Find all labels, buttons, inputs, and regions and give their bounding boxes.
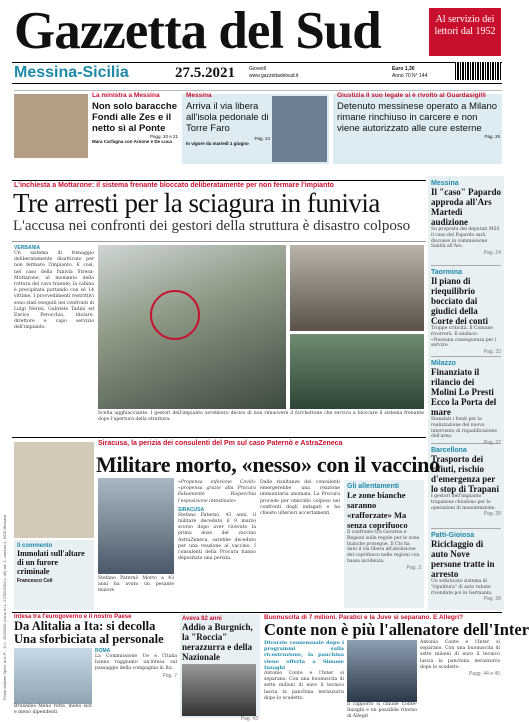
info-box-head: Gli allentamenti <box>347 483 400 490</box>
lead-subhead: L'accusa nei confronti dei gestori della struttura è disastro colposo <box>13 218 411 234</box>
promo-page: Pag. 24 <box>254 136 270 141</box>
sidebar-item-head: Milazzo <box>431 360 456 367</box>
sidebar-item-head: Barcellona <box>431 447 467 454</box>
second-body-column <box>178 480 256 608</box>
burgnich-photo <box>182 664 256 716</box>
second-body-cont: Dalle risultanze dei consulenti emergerebbe una reazione immunitaria anomala. La Procura procede per omicidio colposo nei confronti degli indagati e ha chiesto ulteriori accertamenti. <box>260 480 340 517</box>
sidebar-item-page: Pag. 38 <box>483 596 501 603</box>
info-box-page: Pag. 3 <box>406 564 421 571</box>
promo-meta: In vigore da martedì 1 giugno <box>186 141 249 146</box>
sidebar-item-head: Taormina <box>431 269 462 276</box>
sidebar-item-text: I gestori dell'impianto trapanese chiudono per le operazioni di manutenzione. <box>431 494 496 511</box>
lead-dateline: VERBANIA <box>14 245 41 251</box>
bottom-kicker: Aveva 82 anni <box>182 616 222 622</box>
promo-page: Pag. 25 <box>484 134 500 139</box>
sidebar-item[interactable] <box>431 532 501 612</box>
promo-kicker: La ministra a Messina <box>92 92 160 99</box>
bottom-text: Antonio Conte e l'Inter si separano. Con una buonuscita di sette milioni di euro il tecnico lascia la panchina nerazzurra dopo lo scudetto. <box>264 671 344 701</box>
website-link[interactable]: www.gazzettadelsud.it <box>249 73 299 79</box>
bottom-caption: Bruxelles Meno rotte, meno slot e meno dipendenti <box>14 704 92 716</box>
second-side-photo <box>14 442 94 538</box>
sidebar-item-title: Il "caso" Papardo approda all'Ars Martedì audizione <box>431 187 501 227</box>
bottom-page: Pag. 43 <box>240 716 258 722</box>
bottom-text-cont: Antonio Conte e l'Inter si separano. Con una buonuscita di sette milioni di euro il tecnico lascia la panchina nerazzurra dopo lo scudetto. <box>420 640 500 670</box>
comment-box[interactable] <box>14 540 94 610</box>
sidebar-item-page: Pag. 39 <box>483 511 501 518</box>
bottom-dateline: ROMA <box>95 648 111 654</box>
second-dateline: SIRACUSA <box>178 506 205 513</box>
lead-kicker: L'inchiesta a Mottarone: il sistema frenante bloccato deliberatamente per non fermare l'impianto <box>14 182 334 189</box>
bottom-story-alitalia[interactable] <box>14 614 178 718</box>
weekday: Giovedì <box>249 66 267 72</box>
bottom-page: Pag. 7 <box>162 672 177 679</box>
divider <box>12 612 502 613</box>
edition-label: Messina-Sicilia <box>14 64 129 81</box>
promo-text: Non solo baracche Fondi alle Zes e il netto sì al Ponte <box>92 101 177 134</box>
bottom-text: La Commissione Ue e l'Italia hanno raggiunto un'intesa sul passaggio della compagnia in Ita. <box>95 654 177 672</box>
divider <box>14 90 502 91</box>
sidebar-item[interactable] <box>431 180 501 266</box>
info-box-text: Il confronto tra Governo e Regioni sulle regole per le zone bianche prosegue. Il Cts ha dato il via libera all'abolizione del coprifuoco nelle regioni con bassa incidenza. <box>347 530 420 564</box>
sidebar-item-page: Pag. 24 <box>483 250 501 257</box>
promo-item[interactable] <box>92 92 178 170</box>
sidebar-list <box>431 180 501 610</box>
second-portrait-photo <box>98 478 174 574</box>
divider <box>12 241 426 242</box>
comment-author: Francesco Celi <box>17 578 53 584</box>
comment-head: Il commento <box>17 543 53 549</box>
lead-headline[interactable]: Tre arresti per la sciagura in funivia <box>13 188 380 218</box>
promo-item[interactable] <box>186 92 270 170</box>
sidebar-item-text: Troppe criticità. Il Comune ricorrerà. Il sindaco: «Nessuna conseguenza per i servizi» <box>431 326 497 349</box>
sidebar-item-text: Stanziati i fondi per la realizzazione del nuovo intervento di riqualificazione dell'area. <box>431 417 497 440</box>
bottom-story-burgnich[interactable] <box>180 614 260 722</box>
sidebar-item-text: Su proposta dei deputati M5S il caso del Papardo sarà discusso in commissione Sanità all'Ars. <box>431 227 500 250</box>
bottom-subhead: Divorzio consensuale dopo i programmi sulla ricostruzione, la panchina viene offerta a Simone Inzaghi <box>264 640 344 671</box>
divider <box>12 437 426 438</box>
sidebar-item[interactable] <box>431 360 501 447</box>
issue-date: 27.5.2021 <box>175 65 235 81</box>
bottom-kicker: Buonuscita di 7 milioni. Paratici e la Juve si separano. E Allegri? <box>264 614 464 621</box>
lead-body: Un sistema di frenaggio deliberatamente disattivato per non fermare l'impianto. E così, nel caso della funivia Stresa-Mottarone, al momento della rottura del cavo traente, la cabina è precipitata portando con sé 14 vittime. I provvedimenti restrittivi sono stati eseguiti nei confronti di Luigi Nerini, Gabriele Tadini ed Enrico Perocchio, titolare, direttore e capo servizio dell'impianto. <box>14 251 94 331</box>
sidebar-item-head: Patti-Gioiosa <box>431 532 475 539</box>
highlight-circle <box>150 290 200 340</box>
comment-title: Immolati sull'altare di un furore criminale <box>17 549 85 576</box>
barcode-icon <box>455 62 501 80</box>
bottom-headline: Conte non è più l'allenatore dell'Inter <box>264 620 529 639</box>
issue-number: Anno 70 N° 144 <box>392 73 428 79</box>
second-body: Stefano Paternò, 43 anni, il militare deceduto il 9 marzo scorso dopo aver ricevuto la prima dose del vaccino AstraZeneca, sarebbe deceduto per una reazione al vaccino. I consulenti della Procura hanno depositato una perizia. <box>178 512 256 562</box>
bottom-caption: Il rapporto si chiude Conte-Inzaghi e un possibile ritorno di Allegri <box>347 702 417 720</box>
sidebar-item-text: Un sofisticato sistema di "ripulitura" di auto rubate rivendute poi in Germania. <box>431 579 493 596</box>
lead-photo-funeral <box>290 245 424 331</box>
promo-item[interactable] <box>337 92 500 170</box>
second-headline[interactable]: Militare morto, «nesso» con il vaccino <box>96 452 440 477</box>
lead-body-column <box>14 245 94 435</box>
promo-kicker: Messina <box>186 92 212 99</box>
sidebar-item[interactable] <box>431 269 501 357</box>
sidebar-item-title: Il piano di riequilibrio bocciato dai giudici della Corte dei conti <box>431 276 488 326</box>
promo-kicker: Giustizia Il suo legale si è rivolto al Guardasigilli <box>337 92 486 99</box>
sidebar-item-page: Pag. 33 <box>483 349 501 356</box>
promo-page: Pagg. 20 e 21 <box>149 134 178 139</box>
postal-imprint: Poste Italiane Sped. in A.P. - D.L. 353/2003 (conv. in L. 27/02/2004 n. 46) art. 1, comma 1, DCB Messina <box>2 514 7 700</box>
conte-photo <box>347 640 417 702</box>
bottom-kicker: Intesa tra l'eurogoverno e il nostro Paese <box>14 614 132 620</box>
divider <box>12 180 426 181</box>
sidebar-item-page: Pag. 37 <box>483 440 501 447</box>
masthead-badge: Al servizio dei lettori dal 1952 <box>429 8 501 56</box>
info-box-title: Le zone bianche saranno «rafforzate» Ma senza coprifuoco <box>347 490 408 530</box>
second-caption: Stefano Paternò Morto a 43 anni ha avuto un pesante malore <box>98 576 174 594</box>
plane-photo <box>14 648 92 704</box>
lead-photo-mountain <box>290 334 424 409</box>
promo-text: Detenuto messinese operato a Milano rimane rinchiuso in carcere e non viene autorizzato alle cure esterne <box>337 101 498 134</box>
masthead-title: Gazzetta del Sud <box>14 2 381 60</box>
sidebar-item-title: Finanziato il rilancio dei Molini Lo Presti Ecco la Porta del mare <box>431 367 497 417</box>
promo-photo <box>272 96 327 162</box>
bottom-story-conte[interactable] <box>264 614 529 720</box>
bottom-headline: Da Alitalia a Ita: si decolla Una sforbiciata al personale <box>14 619 164 646</box>
bottom-headline: Addio a Burgnich, la "Roccia" nerazzurra e della Nazionale <box>182 622 253 662</box>
bottom-page: Pagg. 44 e 45 <box>468 671 500 678</box>
sidebar-item-head: Messina <box>431 180 459 187</box>
sidebar-item-title: Riciclaggio di auto Nove persone tratte in arresto <box>431 539 495 579</box>
second-body-intro: «Propensa infezione Covid» «propensa grazie alla Procura Falsamente Rispecchia l'esposizione intestinale» <box>178 480 256 504</box>
sidebar-item[interactable] <box>431 447 501 529</box>
second-kicker: Siracusa, la perizia dei consulenti del Pm sul caso Paternò e AstraZeneca <box>98 440 343 447</box>
info-box[interactable] <box>344 480 424 608</box>
promo-text: Arriva il via libera all'isola pedonale di Torre Faro <box>186 101 269 134</box>
promo-photo <box>14 94 88 158</box>
price: Euro 1,30 <box>392 66 415 72</box>
promo-meta: Mara Carfagna con Arnone e De Luca <box>92 139 172 144</box>
sidebar-item-title: Trasporto dei rifiuti, rischio d'emergenza per lo stop di Trapani <box>431 454 499 494</box>
lead-photo-caption: Scelta agghiacciante. I gestori dell'impianto avrebbero deciso di non rimuovere il forchettone che serviva a bloccare il sistema frenante dopo l'apertura della struttura. <box>98 411 424 423</box>
